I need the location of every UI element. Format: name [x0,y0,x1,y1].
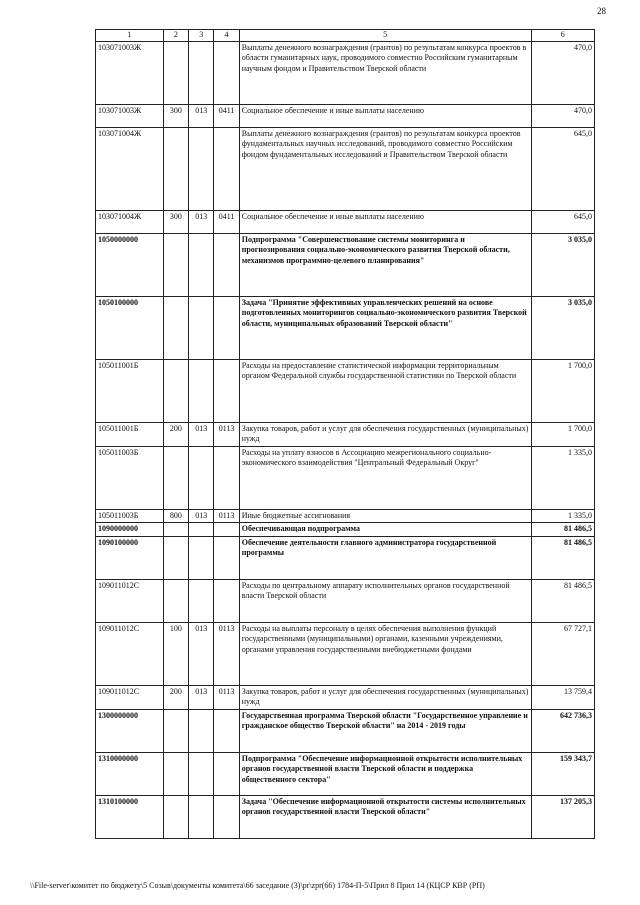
table-row [96,685,595,709]
pr-cell: 0411 [214,210,239,233]
rz-cell [189,296,214,359]
file-path-footer: \\File-server\комитет по бюджету\5 Созыв\документы комитета\66 заседание (3)\pr\zpr(66) 1784-П-5\Прил 8 Прил 14 (КЦСР КВР (РП) [30,881,485,890]
description-cell: Подпрограмма "Обеспечение информационной открытости исполнительных органов государственной власти Тверской области и поддержка общественного сектора" [239,752,531,795]
rz-cell: 013 [189,104,214,127]
table-row [96,509,595,523]
code-cell: 103071004Ж [96,127,164,210]
pr-cell: 0113 [214,685,239,709]
amount-cell: 470,0 [531,41,594,104]
table-row [96,296,595,359]
header-cell: 6 [531,30,594,42]
rz-cell [189,579,214,622]
pr-cell [214,233,239,296]
description-cell: Подпрограмма "Совершенствование системы мониторинга и прогнозирования социально-экономического развития Тверской области, механизмов программно-целевого планирования" [239,233,531,296]
rz-cell [189,752,214,795]
pr-cell: 0113 [214,422,239,446]
table-row [96,523,595,537]
pr-cell: 0113 [214,509,239,523]
amount-cell: 13 759,4 [531,685,594,709]
budget-table [95,29,595,839]
header-cell: 1 [96,30,164,42]
table-row [96,536,595,579]
amount-cell: 81 486,5 [531,579,594,622]
code-cell: 103071004Ж [96,210,164,233]
amount-cell: 1 700,0 [531,422,594,446]
table-row [96,210,595,233]
vr-cell [163,795,188,838]
vr-cell [163,446,188,509]
vr-cell: 300 [163,210,188,233]
code-cell: 1090000000 [96,523,164,537]
description-cell: Расходы на уплату взносов в Ассоциацию межрегионального социально-экономического взаимодействия "Центральный Федеральный Округ" [239,446,531,509]
amount-cell: 3 035,0 [531,296,594,359]
vr-cell: 200 [163,422,188,446]
table-row [96,622,595,685]
header-cell: 3 [189,30,214,42]
vr-cell: 100 [163,622,188,685]
vr-cell [163,41,188,104]
description-cell: Задача "Принятие эффективных управленческих решений на основе подготовленных мониторингов социально-экономического развития Тверской области, муниципальных образований Тверской области" [239,296,531,359]
vr-cell [163,296,188,359]
code-cell: 1050000000 [96,233,164,296]
table-body [96,41,595,838]
vr-cell: 200 [163,685,188,709]
pr-cell [214,523,239,537]
description-cell: Иные бюджетные ассигнования [239,509,531,523]
description-cell: Закупка товаров, работ и услуг для обеспечения государственных (муниципальных) нужд [239,685,531,709]
pr-cell [214,579,239,622]
rz-cell: 013 [189,622,214,685]
amount-cell: 159 343,7 [531,752,594,795]
description-cell: Социальное обеспечение и иные выплаты населению [239,210,531,233]
vr-cell [163,359,188,422]
code-cell: 105011003Б [96,509,164,523]
table-row [96,41,595,104]
code-cell: 105011001Б [96,359,164,422]
rz-cell: 013 [189,509,214,523]
page-number: 28 [597,6,606,16]
table-row [96,233,595,296]
rz-cell: 013 [189,210,214,233]
description-cell: Обеспечение деятельности главного администратора государственной программы [239,536,531,579]
description-cell: Расходы на выплаты персоналу в целях обеспечения выполнения функций государственными (муниципальными) органами, казенными учреждениями, органами управления государственными внебюджетными фондами [239,622,531,685]
code-cell: 1090100000 [96,536,164,579]
pr-cell [214,127,239,210]
header-cell: 4 [214,30,239,42]
table-row [96,422,595,446]
code-cell: 105011003Б [96,446,164,509]
code-cell: 1300000000 [96,709,164,752]
pr-cell: 0113 [214,622,239,685]
rz-cell: 013 [189,422,214,446]
table-row [96,795,595,838]
vr-cell [163,579,188,622]
code-cell: 1050100000 [96,296,164,359]
amount-cell: 3 035,0 [531,233,594,296]
code-cell: 105011001Б [96,422,164,446]
rz-cell [189,359,214,422]
amount-cell: 1 700,0 [531,359,594,422]
table-row [96,446,595,509]
description-cell: Расходы по центральному аппарату исполнительных органов государственной власти Тверской области [239,579,531,622]
vr-cell [163,233,188,296]
vr-cell [163,536,188,579]
pr-cell [214,752,239,795]
amount-cell: 67 727,1 [531,622,594,685]
code-cell: 103071003Ж [96,104,164,127]
vr-cell [163,752,188,795]
code-cell: 109011012С [96,685,164,709]
vr-cell [163,523,188,537]
table-row [96,127,595,210]
pr-cell [214,536,239,579]
amount-cell: 642 736,3 [531,709,594,752]
rz-cell [189,795,214,838]
amount-cell: 470,0 [531,104,594,127]
rz-cell [189,233,214,296]
vr-cell [163,127,188,210]
rz-cell [189,127,214,210]
rz-cell [189,41,214,104]
pr-cell [214,446,239,509]
rz-cell [189,446,214,509]
amount-cell: 1 335,0 [531,446,594,509]
amount-cell: 645,0 [531,127,594,210]
vr-cell [163,709,188,752]
pr-cell: 0411 [214,104,239,127]
pr-cell [214,296,239,359]
description-cell: Выплаты денежного вознаграждения (грантов) по результатам конкурса проектов в области гуманитарных наук, проводимого совместно Российским гуманитарным научным фондом и Правительством Тверской области [239,41,531,104]
header-cell: 2 [163,30,188,42]
code-cell: 109011012С [96,579,164,622]
pr-cell [214,359,239,422]
description-cell: Закупка товаров, работ и услуг для обеспечения государственных (муниципальных) нужд [239,422,531,446]
table-row [96,359,595,422]
amount-cell: 81 486,5 [531,523,594,537]
amount-cell: 1 335,0 [531,509,594,523]
rz-cell: 013 [189,685,214,709]
header-row [96,30,595,42]
description-cell: Выплаты денежного вознаграждения (грантов) по результатам конкурса проектов фундаментальных научных исследований, проводимого совместно Российским фондом фундаментальных исследований и Правительством Тверской области [239,127,531,210]
code-cell: 109011012С [96,622,164,685]
rz-cell [189,523,214,537]
pr-cell [214,41,239,104]
pr-cell [214,709,239,752]
table-row [96,104,595,127]
description-cell: Социальное обеспечение и иные выплаты населению [239,104,531,127]
description-cell: Обеспечивающая подпрограмма [239,523,531,537]
rz-cell [189,709,214,752]
amount-cell: 645,0 [531,210,594,233]
table-row [96,752,595,795]
code-cell: 103071003Ж [96,41,164,104]
table-row [96,709,595,752]
rz-cell [189,536,214,579]
code-cell: 1310100000 [96,795,164,838]
vr-cell: 800 [163,509,188,523]
pr-cell [214,795,239,838]
header-cell: 5 [239,30,531,42]
vr-cell: 300 [163,104,188,127]
amount-cell: 137 205,3 [531,795,594,838]
amount-cell: 81 486,5 [531,536,594,579]
code-cell: 1310000000 [96,752,164,795]
description-cell: Государственная программа Тверской области "Государственное управление и гражданское общество Тверской области" на 2014 - 2019 годы [239,709,531,752]
table-row [96,579,595,622]
description-cell: Расходы на предоставление статистической информации территориальным органом Федеральной службы государственной статистики по Тверской области [239,359,531,422]
description-cell: Задача "Обеспечение информационной открытости системы исполнительных органов государственной власти Тверской области" [239,795,531,838]
